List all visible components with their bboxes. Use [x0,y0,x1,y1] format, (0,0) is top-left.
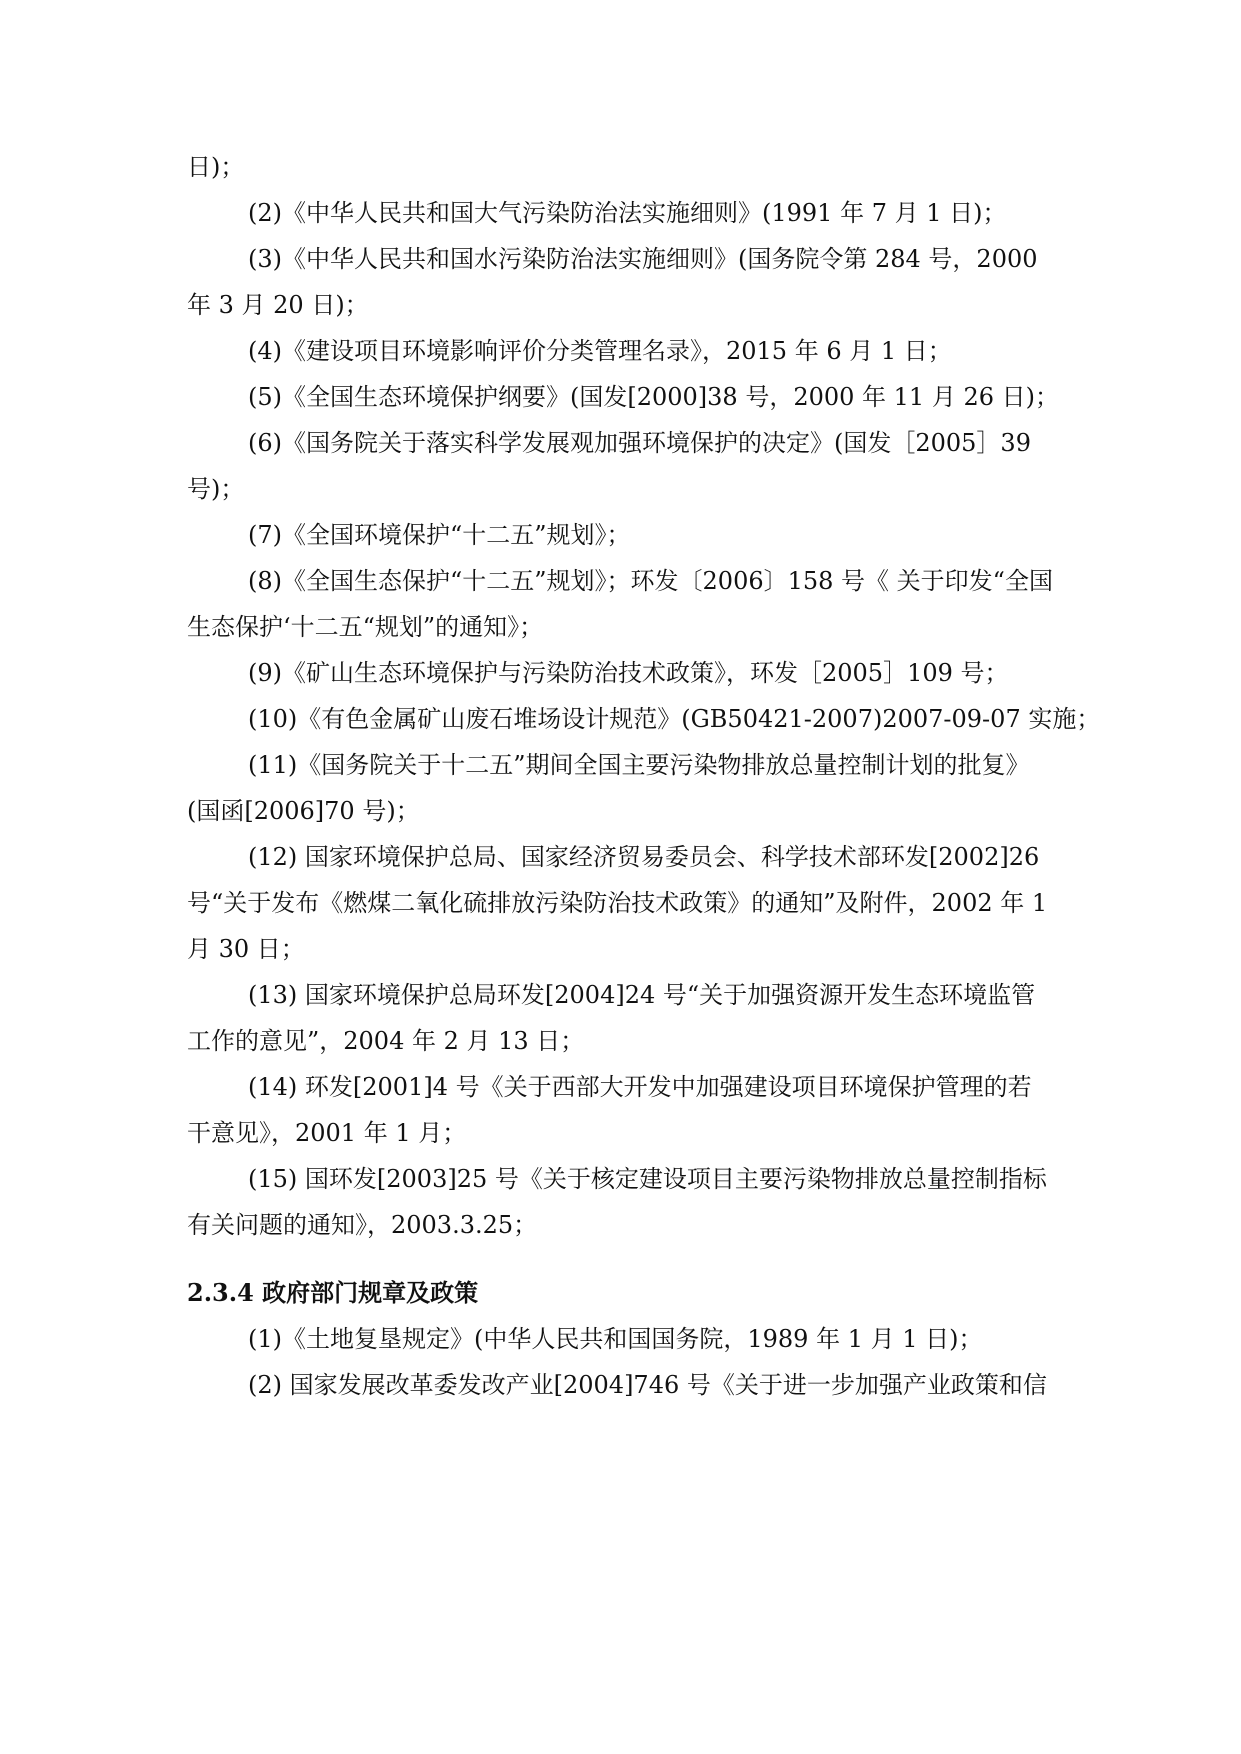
list-item: (8)《全国生态保护“十二五”规划》；环发〔2006〕158 号《 关于印发“全国 [248,567,1053,595]
list-item: (7)《全国环境保护“十二五”规划》； [248,521,631,549]
list-item: (2) 国家发展改革委发改产业[2004]746 号《关于进一步加强产业政策和信 [248,1371,1047,1399]
list-item: (15) 国环发[2003]25 号《关于核定建设项目主要污染物排放总量控制指标 [248,1165,1047,1193]
text-line: 年 3 月 20 日)； [187,291,369,319]
list-item: (1)《土地复垦规定》(中华人民共和国国务院，1989 年 1 月 1 日)； [248,1325,983,1353]
text-line: 月 30 日； [187,935,305,963]
list-item: (11)《国务院关于十二五”期间全国主要污染物排放总量控制计划的批复》 [248,751,1030,779]
list-item: (6)《国务院关于落实科学发展观加强环境保护的决定》(国发［2005］39 [248,429,1031,457]
text-line: 号“关于发布《燃煤二氧化硫排放污染防治技术政策》的通知”及附件，2002 年 1 [187,889,1048,917]
text-line: 干意见》，2001 年 1 月； [187,1119,467,1147]
text-line: 有关问题的通知》，2003.3.25； [187,1211,538,1239]
list-item: (14) 环发[2001]4 号《关于西部大开发中加强建设项目环境保护管理的若 [248,1073,1032,1101]
text-line: 号)； [187,475,245,503]
list-item: (12) 国家环境保护总局、国家经济贸易委员会、科学技术部环发[2002]26 [248,843,1040,871]
list-item: (5)《全国生态环境保护纲要》(国发[2000]38 号，2000 年 11 月 26 日)； [248,383,1059,411]
list-item: (4)《建设项目环境影响评价分类管理名录》，2015 年 6 月 1 日； [248,337,952,365]
list-item: (13) 国家环境保护总局环发[2004]24 号“关于加强资源开发生态环境监管 [248,981,1036,1009]
text-line: 生态保护‘十二五“规划”的通知》； [187,613,544,641]
list-item: (3)《中华人民共和国水污染防治法实施细则》(国务院令第 284 号，2000 [248,245,1038,273]
text-line: 工作的意见”，2004 年 2 月 13 日； [187,1027,585,1055]
list-item: (9)《矿山生态环境保护与污染防治技术政策》，环发［2005］109 号； [248,659,1009,687]
section-heading: 2.3.4 政府部门规章及政策 [187,1278,479,1307]
text-line: 日)； [187,153,245,181]
list-item: (2)《中华人民共和国大气污染防治法实施细则》(1991 年 7 月 1 日)； [248,199,1007,227]
list-item: (10)《有色金属矿山废石堆场设计规范》(GB50421-2007)2007-09-07 实施； [248,705,1101,733]
text-line: (国函[2006]70 号)； [187,797,420,825]
